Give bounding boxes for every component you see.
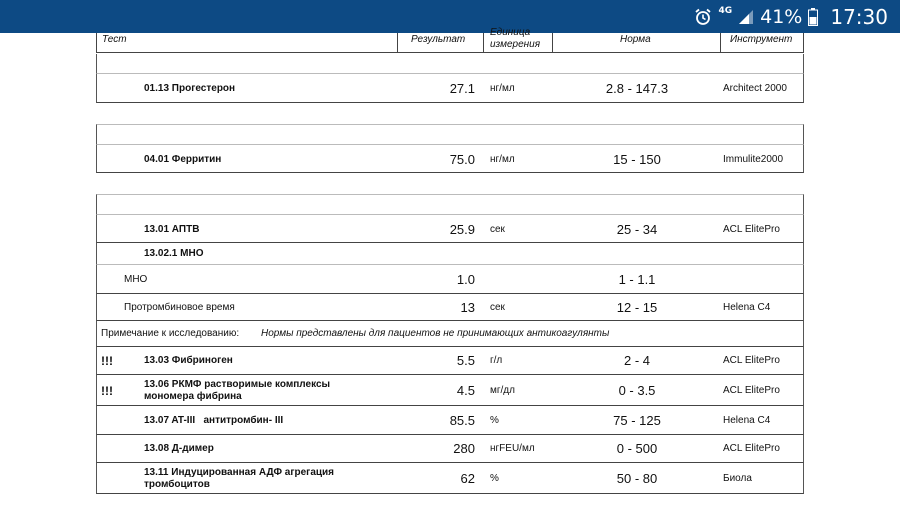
group-spacer-row <box>96 54 804 74</box>
test-unit: сек <box>490 302 505 313</box>
test-unit: нг/мл <box>490 154 515 165</box>
test-unit: нг/мл <box>490 83 515 94</box>
note-row <box>96 321 804 347</box>
header-divider <box>720 33 721 53</box>
test-result: 1.0 <box>456 272 475 287</box>
battery-percent: 41% <box>760 5 803 28</box>
test-name: 13.07 AT-III антитромбин- III <box>144 415 284 426</box>
table-row <box>96 435 804 463</box>
test-result: 280 <box>453 441 475 456</box>
test-result: 75.0 <box>449 152 475 167</box>
header-divider <box>552 33 553 53</box>
header-divider <box>483 33 484 53</box>
test-norm: 15 - 150 <box>613 152 661 167</box>
test-norm: 1 - 1.1 <box>618 272 656 287</box>
table-row <box>96 347 804 375</box>
test-norm: 2.8 - 147.3 <box>605 81 669 96</box>
alarm-clock-icon <box>694 8 712 26</box>
test-instrument: Helena C4 <box>723 302 771 313</box>
signal-strength-icon <box>738 9 754 25</box>
test-norm: 2 - 4 <box>623 353 650 368</box>
test-instrument: ACL ElitePro <box>723 355 780 366</box>
test-norm: 0 - 500 <box>616 441 658 456</box>
test-result: 27.1 <box>449 81 475 96</box>
test-result: 4.5 <box>456 383 475 398</box>
group-spacer-row <box>96 194 804 215</box>
test-norm: 0 - 3.5 <box>618 383 656 398</box>
test-name-line2: мономера фибрина <box>144 391 242 402</box>
test-name-line2: тромбоцитов <box>144 479 210 490</box>
test-instrument: Биола <box>723 473 752 484</box>
table-row <box>96 215 804 243</box>
test-result: 5.5 <box>456 353 475 368</box>
test-unit: % <box>490 473 499 484</box>
note-text: Нормы представлены для пациентов не принимающих антикоагулянты <box>261 328 610 339</box>
header-unit: Единица измерения <box>490 27 541 50</box>
header-divider <box>397 33 398 53</box>
test-instrument: Architect 2000 <box>723 83 787 94</box>
table-row <box>96 463 804 494</box>
test-norm: 12 - 15 <box>616 300 658 315</box>
status-icons <box>694 0 888 33</box>
test-name: 13.08 Д-димер <box>144 443 214 454</box>
note-label: Примечание к исследованию: <box>101 328 240 339</box>
lab-results-report <box>96 27 804 507</box>
header-norm: Норма <box>620 34 651 45</box>
test-instrument: ACL ElitePro <box>723 224 780 235</box>
table-row <box>96 265 804 294</box>
test-unit: г/л <box>490 355 503 366</box>
test-name: 13.03 Фибриноген <box>144 355 233 366</box>
test-name-line1: 13.06 РКМФ растворимые комплексы <box>144 379 331 390</box>
table-row <box>96 375 804 406</box>
status-bar <box>0 0 900 33</box>
test-instrument: ACL ElitePro <box>723 443 780 454</box>
clock-time: 17:30 <box>830 4 888 29</box>
test-name: Протромбиновое время <box>124 302 235 313</box>
test-name-line1: 13.11 Индуцированная АДФ агрегация <box>144 467 335 478</box>
test-name: 04.01 Ферритин <box>144 154 222 165</box>
header-test: Тест <box>102 34 127 45</box>
abnormal-flag: !!! <box>101 354 113 368</box>
test-name: 13.01 АПТВ <box>144 224 200 235</box>
test-instrument: Immulite2000 <box>723 154 784 165</box>
test-result: 25.9 <box>449 222 475 237</box>
test-instrument: ACL ElitePro <box>723 385 780 396</box>
test-result: 13 <box>460 300 475 315</box>
test-norm: 25 - 34 <box>616 222 658 237</box>
test-instrument: Helena C4 <box>723 415 771 426</box>
test-name: 01.13 Прогестерон <box>144 83 236 94</box>
test-name: МНО <box>124 274 148 285</box>
test-result: 62 <box>460 471 475 486</box>
group-spacer-row <box>96 124 804 145</box>
battery-icon <box>808 8 818 26</box>
header-result: Результат <box>411 34 466 45</box>
test-result: 85.5 <box>449 413 475 428</box>
test-unit: мг/дл <box>490 385 515 396</box>
table-row <box>96 145 804 173</box>
network-type-label: 4G <box>718 6 733 16</box>
header-instrument: Инструмент <box>730 34 793 45</box>
test-group-name: 13.02.1 МНО <box>144 248 204 259</box>
test-unit: нгFEU/мл <box>490 443 535 454</box>
table-row <box>96 294 804 321</box>
test-norm: 50 - 80 <box>616 471 658 486</box>
abnormal-flag: !!! <box>101 384 113 398</box>
table-row <box>96 243 804 265</box>
table-header <box>96 27 804 53</box>
table-row <box>96 74 804 103</box>
test-unit: % <box>490 415 499 426</box>
test-norm: 75 - 125 <box>613 413 661 428</box>
table-row <box>96 406 804 435</box>
test-unit: сек <box>490 224 505 235</box>
